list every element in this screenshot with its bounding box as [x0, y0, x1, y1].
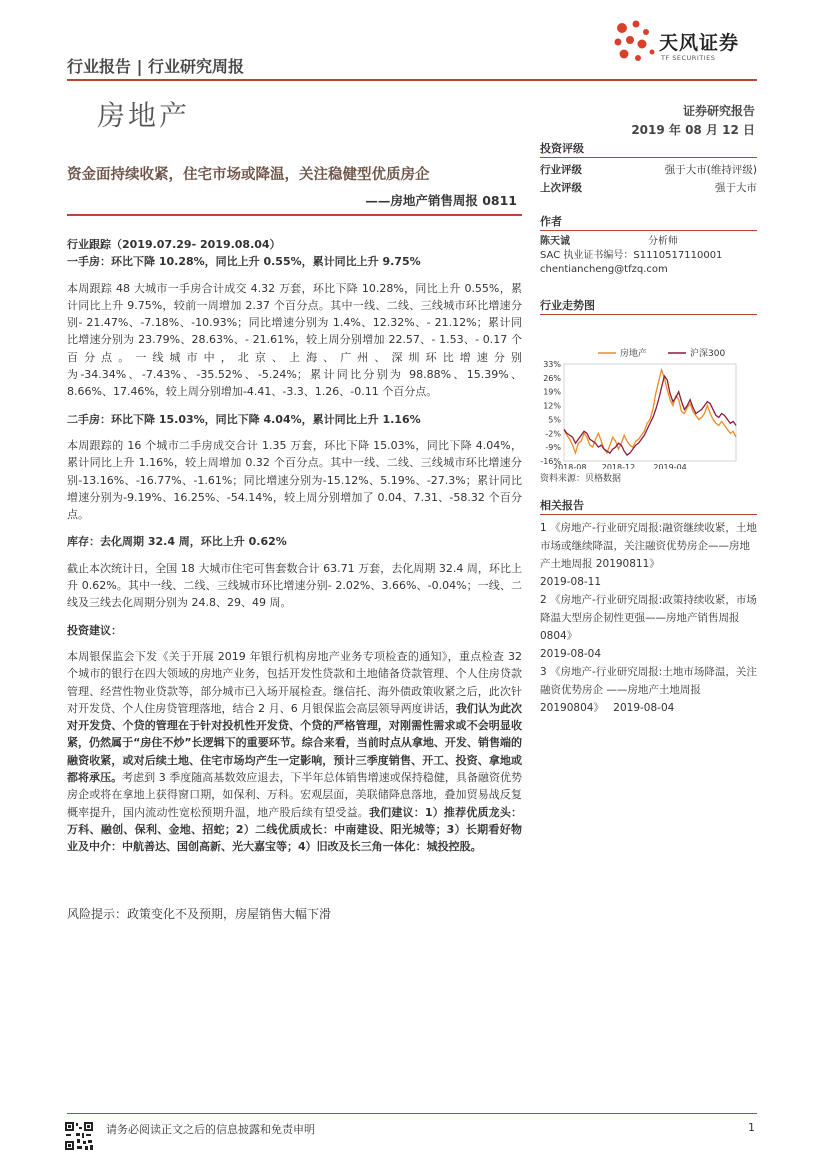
- report-date: 2019 年 08 月 12 日: [631, 123, 755, 137]
- new-home-text: 本周跟踪 48 大城市一手房合计成交 4.32 万套，环比下降 10.28%，同比上升 0.55%，累计同比上升 9.75%，较前一周增加 2.37 个百分点。其中一线、二线、三线城市环比增速分别- 21.47%、-7.18%、-10.93%；同比增速分别为 1.4%、12.32%、- 21.12%；累计同比增速分别为 23.79%、28.63%、- 21.61%，较上周分别增加 22.57、- 1.53、- 0.17 个百分点。一线城市中，北京、上海、广州、深圳环比增速分别为-34.34%、-7.43%、-35.52%、-5.24%；累计同比分别为 98.88%、15.39%、8.66%、17.46%，较上周分别增加-4.41、-3.3、1.26、-0.11 个百分点。: [67, 281, 522, 399]
- inventory-head: 库存：去化周期 32.4 周，环比上升 0.62%: [67, 535, 287, 549]
- related-panel: [540, 497, 757, 717]
- related-report-1[interactable]: [540, 519, 757, 591]
- second-home-text: 本周跟踪的 16 个城市二手房成交合计 1.35 万套，环比下降 15.03%，同比下降 4.04%，累计同比上升 1.16%，较上周增加 0.32 个百分点。其中一线、二线、三线城市环比增速分别-13.16%、-16.77%、-1.61%；同比增速分别为-15.12%、5.19%、-27.3%；累计同比增速分别为-9.19%、16.25%、-54.14%，较上周分别增加了 0.04、7.31、-58.32 个百分点。: [67, 438, 522, 522]
- y-tick-label: -16%: [540, 457, 561, 466]
- trend-head: 行业走势图: [540, 297, 757, 315]
- related-report-title: 2 《房地产-行业研究周报:政策持续收紧，市场降温大型房企韧性更强——房地产销售周报 0804》: [540, 594, 757, 642]
- footer-divider: [67, 1113, 757, 1114]
- y-tick-label: 19%: [543, 387, 561, 397]
- related-report-date: 2019-08-11: [540, 576, 602, 588]
- rating-panel: [540, 140, 757, 197]
- advice-text-b: 我们认为此次对开发贷、个贷的管理在于针对投机性开发贷、个贷的严格管理，对刚需性需求或不会明显收紧，仍然属于“房住不炒”长逻辑下的重要环节。综合来看，当前时点从拿地、开发、销售端的融资收紧，或对后续土地、住宅市场均产生一定影响，预计三季度销售、开工、投资、拿地或都将承压。: [67, 701, 523, 785]
- y-tick-label: -2%: [545, 429, 561, 439]
- x-tick-label: 2018-12: [601, 463, 636, 469]
- trend-panel: [540, 297, 757, 484]
- related-report-title: 1 《房地产-行业研究周报:融资继续收紧，土地市场或继续降温，关注融资优势房企——房地产土地周报 20190811》: [540, 522, 757, 570]
- doc-type: 行业报告 | 行业研究周报: [67, 57, 244, 76]
- page-number: 1: [748, 1121, 755, 1134]
- report-kind: 证券研究报告: [682, 104, 755, 118]
- sector-name: 房地产: [97, 99, 191, 132]
- advice-text-d: 我们建议：1）推荐优质龙头：万科、融创、保利、金地、招蛇；2）二线优质成长：中南建设、阳光城等；3）长期看好物业及中介：中航善达、国创高新、光大嘉宝等；4）旧改及长三角一体化：城投控股。: [67, 805, 523, 854]
- trend-chart: [540, 319, 757, 469]
- chart-source: 资料来源：贝格数据: [540, 474, 622, 484]
- author-role: 分析师: [648, 236, 678, 247]
- legend-label-1: 房地产: [620, 349, 648, 359]
- related-report-date: 2019-08-04: [540, 648, 602, 660]
- last-rating-row: [540, 179, 757, 197]
- title-divider: [67, 214, 522, 216]
- industry-rating-value: 强于大市(维持评级): [664, 164, 757, 176]
- second-home-head: 二手房：环比下降 15.03%，同比下降 4.04%，累计同比上升 1.16%: [67, 412, 421, 426]
- author-row: [540, 235, 757, 249]
- industry-rating-label: 行业评级: [540, 164, 582, 176]
- rating-head: 投资评级: [540, 140, 757, 158]
- y-tick-label: 26%: [543, 373, 561, 383]
- series-line-2: [564, 376, 736, 455]
- report-subtitle: ——房地产销售周报 0811: [365, 193, 517, 208]
- related-report-2[interactable]: [540, 591, 757, 663]
- last-rating-label: 上次评级: [540, 182, 582, 194]
- tracking-head: 行业跟踪（2019.07.29- 2019.08.04）: [67, 238, 281, 251]
- header-divider: [67, 79, 757, 81]
- y-tick-label: 12%: [543, 401, 561, 411]
- disclaimer-text[interactable]: 请务必阅读正文之后的信息披露和免责申明: [106, 1123, 315, 1136]
- new-home-head: 一手房：环比下降 10.28%，同比上升 0.55%，累计同比上升 9.75%: [67, 255, 421, 269]
- author-name: 陈天诚: [540, 236, 570, 247]
- tracking-section: [67, 236, 522, 856]
- last-rating-value: 强于大市: [715, 182, 757, 194]
- x-tick-label: 2018-08: [553, 463, 587, 469]
- logo-name: 天风证券: [659, 32, 740, 54]
- y-tick-label: 33%: [543, 360, 561, 369]
- related-report-3[interactable]: [540, 663, 757, 717]
- y-tick-label: 5%: [548, 415, 561, 425]
- advice-text-c: 考虑到 3 季度随高基数效应退去，下半年总体销售增速或保持稳健，具备融资优势房企或将在拿地上获得窗口期，如保利、万科。宏观层面，美联储降息落地，叠加贸易战反复概率提升，国内流动性宽松预期升温，地产股后续有望受益。: [67, 771, 522, 819]
- series-line-1: [564, 370, 736, 453]
- author-panel: [540, 213, 757, 277]
- x-tick-label: 2019-04: [653, 463, 687, 469]
- author-email[interactable]: chentiancheng@tfzq.com: [540, 264, 668, 275]
- related-report-title: 3 《房地产-行业研究周报:土地市场降温，关注融资优势房企 ——房地产土地周报 20190804》: [540, 666, 757, 714]
- company-logo: [612, 18, 772, 70]
- y-tick-label: -9%: [545, 443, 561, 453]
- advice-text-a: 本周银保监会下发《关于开展 2019 年银行机构房地产业务专项检查的通知》，重点检查 32 个城市的银行在四大领域的房地产业务，包括开发性贷款和土地储备贷款管理、个人住房贷款管理、经营性物业贷款等，部分城市已入场开展检查。继信托、海外债政策收紧之后，此次针对开发贷、个人住房贷管理落地，结合 2 月、6 月银保监会高层领导两度讲话，: [67, 649, 522, 715]
- author-head: 作者: [540, 213, 757, 231]
- logo-subtitle: TF SECURITIES: [661, 54, 716, 62]
- risk-warning: 风险提示：政策变化不及预期，房屋销售大幅下滑: [67, 907, 332, 921]
- industry-rating-row: [540, 161, 757, 179]
- logo-dots-icon: [612, 18, 658, 70]
- related-head: 相关报告: [540, 497, 757, 515]
- inventory-text: 截止本次统计日，全国 18 大城市住宅可售套数合计 63.71 万套，去化周期 32.4 周，环比上升 0.62%。其中一线、二线、三线城市环比增速分别- 2.02%、3.66%、-0.04%；一线、二线及三线去化周期分别为 24.8、29、49 周。: [67, 561, 522, 610]
- advice-text: [67, 648, 522, 856]
- report-title: 资金面持续收紧，住宅市场或降温，关注稳健型优质房企: [67, 167, 430, 183]
- related-list: [540, 519, 757, 717]
- author-cert: SAC 执业证书编号：S1110517110001: [540, 250, 723, 261]
- advice-head: 投资建议：: [67, 623, 122, 637]
- qr-code-icon: [64, 1121, 94, 1151]
- related-report-date: 2019-08-04: [613, 702, 675, 714]
- legend-label-2: 沪深300: [690, 349, 726, 359]
